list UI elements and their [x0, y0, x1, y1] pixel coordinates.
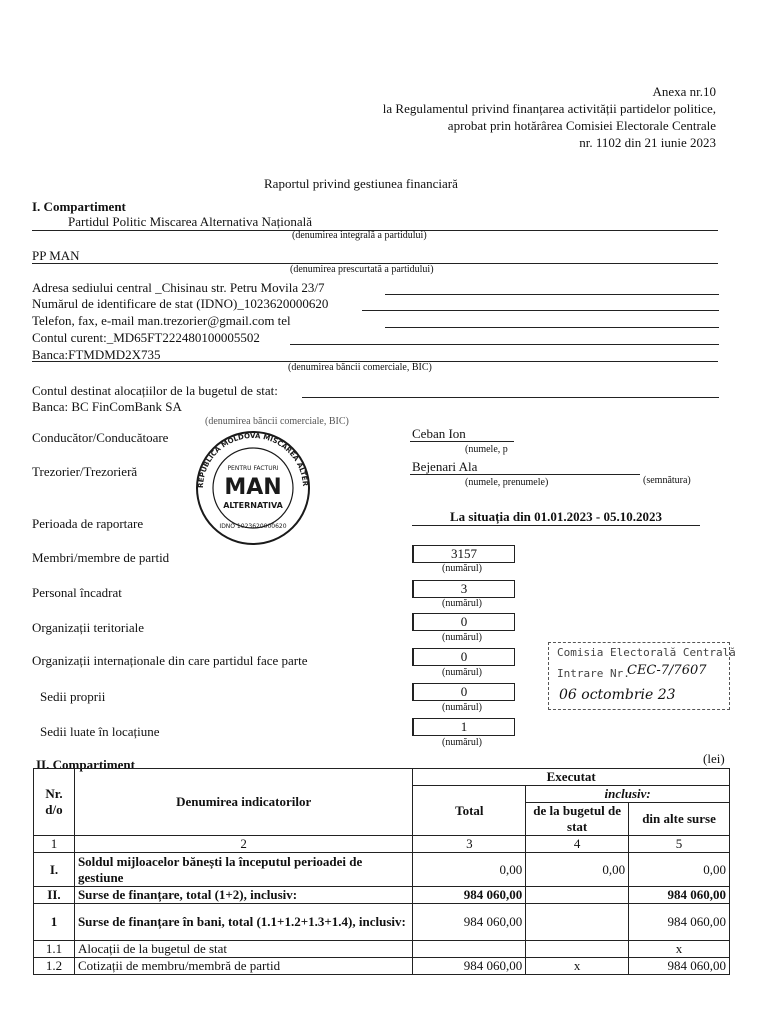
- col-number: 5: [629, 836, 730, 853]
- party-full-name: Partidul Politic Miscarea Alternativa Națională: [68, 214, 313, 229]
- row-state: [526, 904, 629, 941]
- count-box-international: 0: [412, 648, 515, 666]
- header-name: Denumirea indicatorilor: [74, 769, 412, 836]
- annex-line-2: aprobat prin hotărârea Comisiei Electorale Centrale: [447, 118, 716, 133]
- count-box-staff: 3: [412, 580, 515, 598]
- annex-line-3: nr. 1102 din 21 iunie 2023: [579, 135, 716, 150]
- count-caption: (numărul): [442, 563, 482, 574]
- col-number: 1: [34, 836, 75, 853]
- count-box-own-offices: 0: [412, 683, 515, 701]
- row-nr: II.: [34, 887, 75, 904]
- table-row: [34, 887, 730, 904]
- treasurer-label: Trezorier/Trezorieră: [32, 464, 138, 479]
- col-number: 3: [413, 836, 526, 853]
- bank-caption: (denumirea băncii comerciale, BIC): [288, 362, 432, 373]
- header-inclusiv: inclusiv:: [526, 786, 730, 803]
- count-label-territorial: Organizații teritoriale: [32, 620, 145, 635]
- header-nr: Nr. d/o: [34, 769, 75, 836]
- section2-heading: II. Compartiment: [36, 757, 135, 772]
- count-box-members: 3157: [412, 545, 515, 563]
- account: Contul curent:_MD65FT222480100005502: [32, 330, 260, 345]
- header-other-sources: din alte surse: [629, 803, 730, 836]
- address: Adresa sediului central _Chisinau str. Petru Movila 23/7: [32, 280, 325, 295]
- row-total: 984 060,00: [413, 887, 526, 904]
- section1-heading: I. Compartiment: [32, 199, 126, 214]
- stamp-main-text: MAN: [224, 475, 282, 500]
- stamp-top-text: PENTRU FACTURI: [227, 465, 279, 472]
- annex-line-1: la Regulamentul privind finanțarea activității partidelor politice,: [382, 101, 716, 116]
- row-total: 984 060,00: [413, 958, 526, 975]
- row-name: Soldul mijloacelor bănești la începutul perioadei de gestiune: [74, 853, 412, 887]
- registration-entry-label: Intrare Nr.: [557, 667, 630, 680]
- count-label-members: Membri/membre de partid: [32, 550, 170, 565]
- count-label-own-offices: Sedii proprii: [40, 689, 106, 704]
- table-row: [34, 904, 730, 941]
- row-name: Surse de finanțare, total (1+2), inclusiv:: [74, 887, 412, 904]
- party-full-caption: (denumirea integrală a partidului): [292, 230, 427, 241]
- period-value: La situația din 01.01.2023 - 05.10.2023: [450, 509, 662, 524]
- registration-title: Comisia Electorală Centrală: [557, 646, 736, 659]
- state-account: Contul destinat alocațiilor de la bugetul de stat:: [32, 383, 278, 398]
- count-caption: (numărul): [442, 598, 482, 609]
- row-other: 984 060,00: [629, 958, 730, 975]
- signature-caption: (semnătura): [643, 475, 691, 486]
- count-label-rented-offices: Sedii luate în locațiune: [40, 724, 160, 739]
- annex-number: Anexa nr.10: [652, 84, 716, 99]
- row-other: x: [629, 941, 730, 958]
- count-caption: (numărul): [442, 632, 482, 643]
- leader-label: Conducător/Conducătoare: [32, 430, 169, 445]
- registration-date-value: 06 octombrie 23: [559, 687, 676, 703]
- table-row: [34, 941, 730, 958]
- count-label-staff: Personal încadrat: [32, 585, 122, 600]
- header-total: Total: [413, 786, 526, 836]
- col-number: 2: [74, 836, 412, 853]
- header-state-budget: de la bugetul de stat: [526, 803, 629, 836]
- leader-name: Ceban Ion: [412, 426, 466, 441]
- row-nr: 1: [34, 904, 75, 941]
- leader-caption: (numele, p: [465, 444, 508, 455]
- row-state: 0,00: [526, 853, 629, 887]
- state-bank: Banca: BC FinComBank SA: [32, 399, 182, 414]
- contact: Telefon, fax, e-mail man.trezorier@gmail.com tel: [32, 313, 291, 328]
- row-nr: 1.2: [34, 958, 75, 975]
- registration-stamp: [548, 642, 736, 710]
- state-bank-caption: (denumirea băncii comerciale, BIC): [205, 416, 349, 427]
- idno: Numărul de identificare de stat (IDNO)_1023620000620: [32, 296, 329, 311]
- row-total: 984 060,00: [413, 904, 526, 941]
- stamp-idno-text: IDNO 1023620000620: [219, 523, 287, 530]
- col-number: 4: [526, 836, 629, 853]
- report-title: Raportul privind gestiunea financiară: [264, 176, 458, 191]
- bank: Banca:FTMDMD2X735: [32, 347, 161, 362]
- row-state: x: [526, 958, 629, 975]
- count-caption: (numărul): [442, 737, 482, 748]
- row-name: Alocații de la bugetul de stat: [74, 941, 412, 958]
- party-short-name: PP MAN: [32, 248, 80, 263]
- row-other: 984 060,00: [629, 887, 730, 904]
- table-row: [34, 853, 730, 887]
- row-total: 0,00: [413, 853, 526, 887]
- row-other: 0,00: [629, 853, 730, 887]
- stamp-arc-text: REPUBLICA MOLDOVA MISCAREA ALTER: [196, 431, 310, 489]
- period-label: Perioada de raportare: [32, 516, 144, 531]
- count-label-international: Organizații internaționale din care partidul face parte: [32, 653, 308, 668]
- party-short-caption: (denumirea prescurtată a partidului): [290, 264, 434, 275]
- row-nr: I.: [34, 853, 75, 887]
- currency-unit: (lei): [703, 751, 725, 766]
- treasurer-name: Bejenari Ala: [412, 459, 478, 474]
- treasurer-caption: (numele, prenumele): [465, 477, 549, 488]
- row-other: 984 060,00: [629, 904, 730, 941]
- count-caption: (numărul): [442, 702, 482, 713]
- registration-entry-value: CEC-7/7607: [627, 663, 707, 678]
- row-state: [526, 941, 629, 958]
- row-state: [526, 887, 629, 904]
- table-row: [34, 958, 730, 975]
- row-nr: 1.1: [34, 941, 75, 958]
- count-caption: (numărul): [442, 667, 482, 678]
- row-total: [413, 941, 526, 958]
- count-box-rented-offices: 1: [412, 718, 515, 736]
- count-box-territorial: 0: [412, 613, 515, 631]
- row-name: Cotizații de membru/membră de partid: [74, 958, 412, 975]
- financial-table: [33, 768, 730, 975]
- party-stamp: [183, 428, 323, 548]
- stamp-bottom-text: ALTERNATIVA: [223, 501, 283, 510]
- row-name: Surse de finanțare în bani, total (1.1+1.2+1.3+1.4), inclusiv:: [74, 904, 412, 941]
- header-executed: Executat: [413, 769, 730, 786]
